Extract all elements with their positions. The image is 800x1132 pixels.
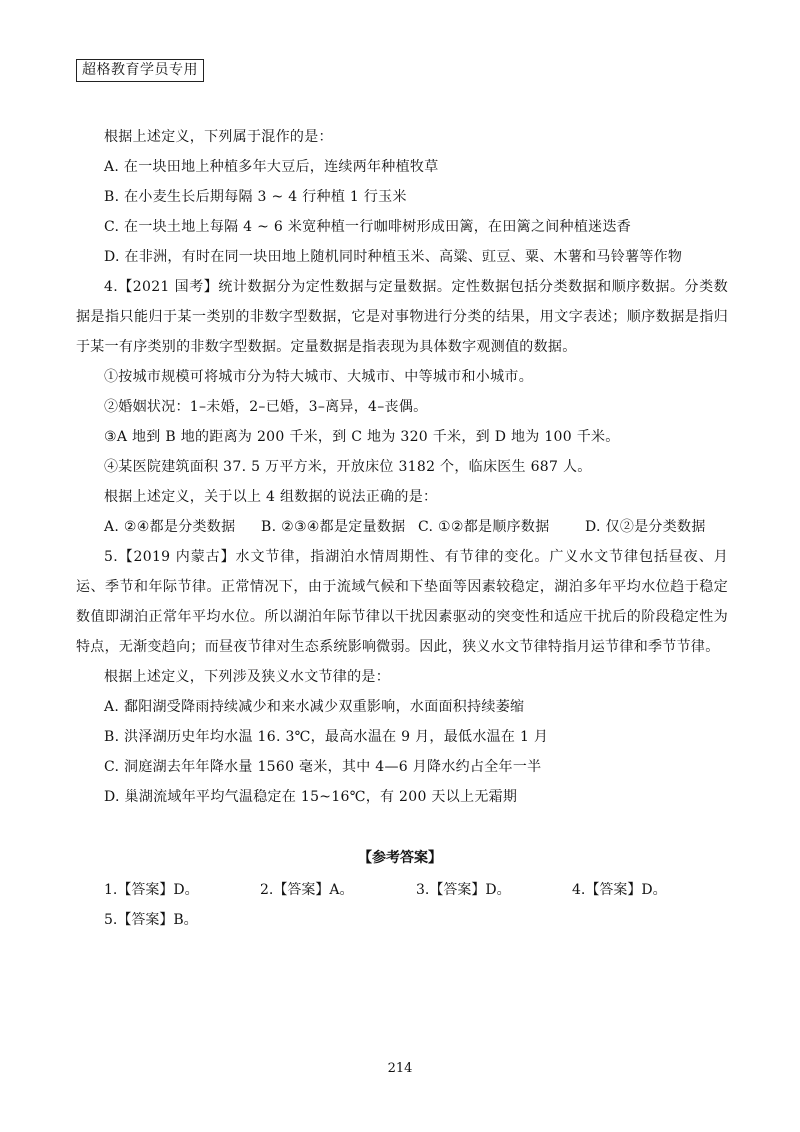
answer-2: 2.【答案】A。 [260, 882, 354, 898]
q5-option-a: A. 鄱阳湖受降雨持续减少和来水减少双重影响，水面面积持续萎缩 [104, 699, 525, 715]
q3-option-a: A. 在一块田地上种植多年大豆后，连续两年种植牧草 [104, 159, 439, 175]
q3-option-b: B. 在小麦生长后期每隔 3 ~ 4 行种植 1 行玉米 [104, 189, 407, 205]
q5-option-c: C. 洞庭湖去年年降水量 1560 毫米，其中 4—6 月降水约占全年一半 [104, 759, 542, 775]
q4-paragraph: 4.【2021 国考】统计数据分为定性数据与定量数据。定性数据包括分类数据和顺序数据。分类数据是指只能归于某一类别的非数字型数据，它是对事物进行分类的结果，用文字表述；顺序数据是指归于某一有序类别的非数字型数据。定量数据是指表现为具体数字观测值的数据。 [76, 279, 728, 355]
header-label: 超格教育学员专用 [76, 59, 204, 82]
answers-row-2 [104, 910, 198, 930]
q4-item-3: ③A 地到 B 地的距离为 200 千米，到 C 地为 320 千米，到 D 地为 100 千米。 [104, 429, 620, 445]
q4-option-b: B. ②③④都是定量数据 [261, 519, 406, 535]
q3-option-d: D. 在非洲，有时在同一块田地上随机同时种植玉米、高粱、豇豆、粟、木薯和马铃薯等作物 [104, 249, 683, 265]
page-number: 214 [387, 1061, 413, 1076]
answer-5: 5.【答案】B。 [104, 912, 198, 928]
q4-option-d: D. 仅②是分类数据 [585, 519, 706, 535]
q4-option-c: C. ①②都是顺序数据 [418, 519, 550, 535]
q4-options [76, 512, 728, 542]
question-content [76, 122, 728, 812]
q4-prompt: 根据上述定义，关于以上 4 组数据的说法正确的是： [104, 489, 438, 505]
q4-option-a: A. ②④都是分类数据 [104, 519, 236, 535]
q5-prompt: 根据上述定义，下列涉及狭义水文节律的是： [104, 669, 390, 685]
answer-1: 1.【答案】D。 [104, 882, 199, 898]
q4-item-4: ④某医院建筑面积 37. 5 万平方米，开放床位 3182 个，临床医生 687 人。 [104, 459, 592, 475]
q3-prompt: 根据上述定义，下列属于混作的是： [104, 129, 333, 145]
answer-4: 4.【答案】D。 [572, 882, 667, 898]
q5-option-b: B. 洪泽湖历史年均水温 16. 3℃，最高水温在 9 月，最低水温在 1 月 [104, 729, 549, 745]
answers-title: 【参考答案】 [358, 850, 442, 866]
q4-item-1: ①按城市规模可将城市分为特大城市、大城市、中等城市和小城市。 [104, 369, 533, 385]
q3-option-c: C. 在一块土地上每隔 4 ~ 6 米宽种植一行咖啡树形成田篱，在田篱之间种植迷迭香 [104, 219, 632, 235]
q4-item-2: ②婚姻状况：1–未婚，2–已婚，3–离异，4–丧偶。 [104, 399, 428, 415]
answer-3: 3.【答案】D。 [416, 882, 511, 898]
q5-option-d: D. 巢湖流域年平均气温稳定在 15~16℃，有 200 天以上无霜期 [104, 789, 518, 805]
answers-row-1 [104, 880, 667, 900]
q5-paragraph: 5.【2019 内蒙古】水文节律，指湖泊水情周期性、有节律的变化。广义水文节律包括昼夜、月运、季节和年际节律。正常情况下，由于流域气候和下垫面等因素较稳定，湖泊多年平均水位趋于稳定数值即湖泊正常年平均水位。所以湖泊年际节律以干扰因素驱动的突变性和适应干扰后的阶段稳定性为特点，无渐变趋向；而昼夜节律对生态系统影响微弱。因此，狭义水文节律特指月运节律和季节节律。 [76, 549, 728, 655]
